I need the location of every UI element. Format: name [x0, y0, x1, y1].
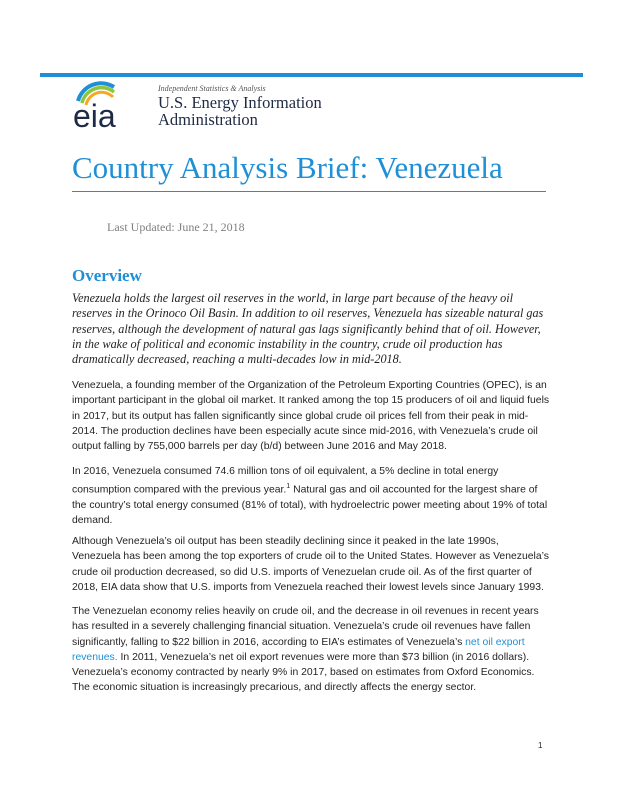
tagline: Independent Statistics & Analysis: [158, 84, 266, 93]
page-number: 1: [538, 741, 543, 750]
intro-paragraph: Venezuela holds the largest oil reserves in the world, in large part because of the heavy oil reserves in the Orinoco Oil Basin. In addition to oil reserves, Venezuela has sizeable natural gas reserves, although the development of natural gas lags significantly behind that of oil. However, in the wake of political and economic instability in the country, crude oil production has dramatically decreased, reaching a multi-decades low in mid-2018.: [72, 291, 544, 367]
last-updated: Last Updated: June 21, 2018: [107, 220, 245, 234]
section-heading: Overview: [72, 266, 142, 285]
organization-name-line1: U.S. Energy Information: [158, 93, 322, 112]
paragraph-4-text-a: The Venezuelan economy relies heavily on crude oil, and the decrease in oil revenues in recent years has resulted in a severely challenging financial situation. Venezuela’s crude oil revenues have fallen significantly, falling to $22 billion in 2016, according to EIA’s estimates of Venezuela’s: [72, 606, 539, 648]
paragraph-1: Venezuela, a founding member of the Organization of the Petroleum Exporting Countries (OPEC), is an important participant in the global oil market. It ranked among the top 15 producers of oil and liquid fuels in 2017, but its output has fallen significantly since global crude oil prices fell from their peak in mid-2014. The production declines have been especially acute since mid-2016, with Venezuela’s crude oil output falling by 755,000 barrels per day (b/d) between June 2016 and May 2018.: [72, 380, 550, 453]
paragraph-2-text-b: Natural gas and oil accounted for the largest share of the country’s total energy consumed (81% of total), with hydroelectric power meeting about 19% of total demand.: [72, 484, 548, 527]
eia-logo: [70, 81, 150, 131]
organization-name-line2: Administration: [158, 110, 258, 129]
paragraph-2: [72, 464, 550, 529]
paragraph-3: Although Venezuela’s oil output has been steadily declining since it peaked in the late 1990s, Venezuela has been among the top exporters of crude oil to the United States. However as Venezuela’s crude oil production decreased, so did U.S. imports of Venezuelan crude oil. As of the first quarter of 2018, EIA data show that U.S. imports from Venezuela reached their lowest levels since January 1993.: [72, 536, 549, 593]
footnote-marker[interactable]: 1: [286, 483, 291, 491]
paragraph-4: [72, 604, 550, 696]
net-oil-export-revenues-link[interactable]: net oil export revenues.: [72, 636, 525, 663]
paragraph-2-text-a: In 2016, Venezuela consumed 74.6 million tons of oil equivalent, a 5% decline in total energy consumption compared with the previous year.: [72, 466, 499, 496]
header-rule: [40, 73, 583, 77]
logo-wordmark: eia: [73, 98, 116, 131]
title-rule: [72, 191, 546, 192]
document-title: Country Analysis Brief: Venezuela: [72, 150, 503, 185]
organization-name: [158, 94, 398, 128]
paragraph-4-text-b: In 2011, Venezuela’s net oil export revenues were more than $73 billion (in 2016 dollars). Venezuela’s economy contracted by nearly 9% in 2017, based on estimates from Oxford Economics. The economic situation is increasingly precarious, and directly affects the energy sector.: [72, 651, 535, 694]
